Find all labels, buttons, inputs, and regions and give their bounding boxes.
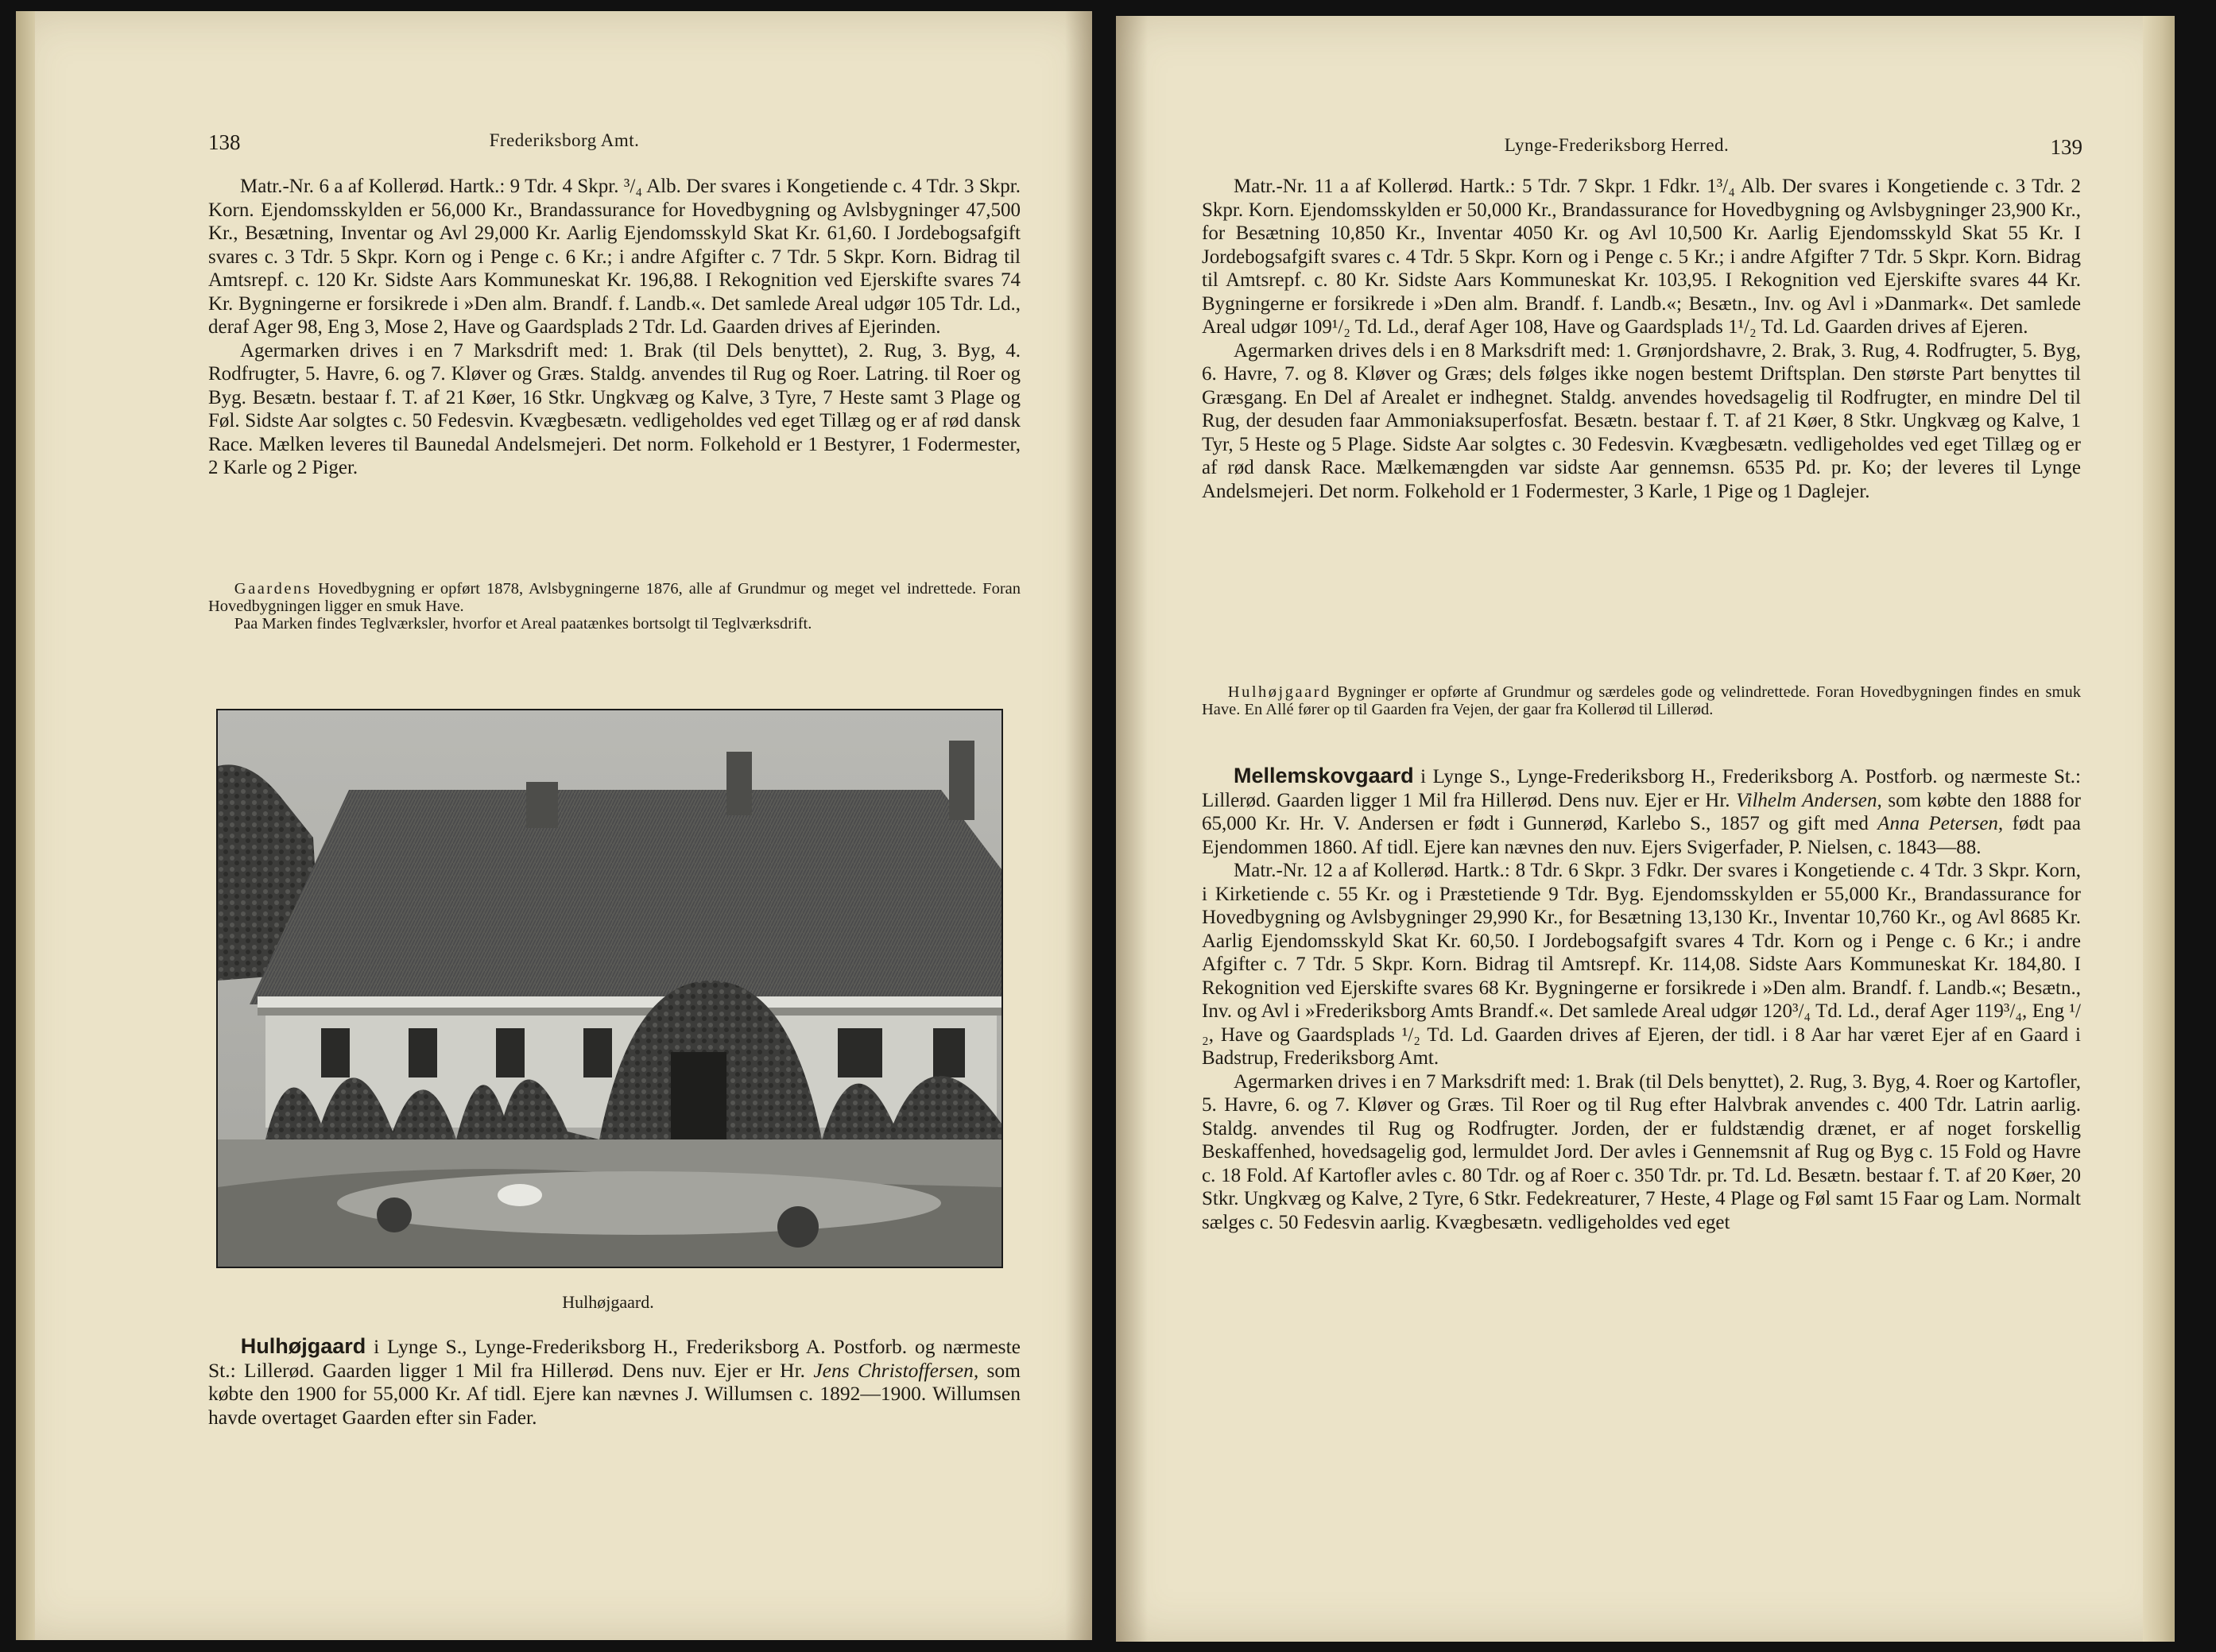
note-text: Hovedbygning er opført 1878, Avlsbygningerne 1876, alle af Grundmur og meget vel indrettede. Foran Hovedbygningen ligger en smuk Have.: [208, 580, 1021, 615]
spine-shadow: [1065, 11, 1092, 1640]
paragraph: Agermarken drives i en 7 Marksdrift med: 1. Brak (til Dels benyttet), 2. Rug, 3. Byg, 4. Rodfrugter, 5. Havre, 6. og 7. Kløver og Græs. Staldg. anvendes til Rug og Roer. Latring. til Roer og Byg. Besætn. bestaar f. T. af 21 Køer, 16 Stkr. Ungkvæg og Kalve, 3 Tyre, 7 Heste samt 3 Plage og Føl. Sidste Aar solgtes c. 50 Fedesvin. Kvægbesætn. vedligeholdes ved eget Tillæg og er af rød dansk Race. Mælken leveres til Baunedal Andelsmejeri. Det norm. Folkehold er 1 Bestyrer, 1 Fodermester, 2 Karle og 2 Piger.: [208, 339, 1021, 478]
page-number: 139: [2050, 135, 2082, 159]
entry-text: i Lynge S., Lynge-Frederiksborg H., Frederiksborg A. Postforb. og nærmeste St.: Lillerød. Gaarden ligger 1 Mil fra Hillerød. Dens nuv. Ejer er Hr.: [208, 1335, 1021, 1382]
owner-name: Jens Christoffersen,: [813, 1358, 979, 1382]
running-head: Lynge-Frederiksborg Herred.: [1504, 135, 1730, 155]
entry-text: i Lynge S., Lynge-Frederiksborg H., Frederiksborg A. Postforb. og nærmeste St.: Lillerød. Gaarden ligger 1 Mil fra Hillerød. Dens nuv. Ejer er Hr.: [1202, 766, 2081, 811]
page-number: 138: [208, 130, 241, 154]
running-head: Frederiksborg Amt.: [489, 130, 640, 150]
note-lead: Hulhøjgaard: [1227, 683, 1331, 701]
paragraph: Matr.-Nr. 6 a af Kollerød. Hartk.: 9 Tdr. 4 Skpr. ³/₄ Alb. Der svares i Kongetiende c. 4 Tdr. 3 Skpr. Korn. Ejendomsskylden er 56,000 Kr., Brandassurance for Hovedbygning og Avlsbygninger 47,500 Kr., Besætning, Inventar og Avl 29,000 Kr. Aarlig Ejendomsskyld Skat Kr. 61,60. I Jordebogsafgift svares c. 3 Tdr. 5 Skpr. Korn og i Penge c. 6 Kr.; i andre Afgifter c. 7 Tdr. 5 Skpr. Korn. Bidrag til Amtsrepf. c. 120 Kr. Sidste Aars Kommuneskat Kr. 196,88. I Rekognition ved Ejerskifte svares 74 Kr. Bygningerne er forsikrede i »Den alm. Brandf. f. Landb.«. Det samlede Areal udgør 105 Tdr. Ld., deraf Ager 98, Eng 3, Mose 2, Have og Gaardsplads 2 Tdr. Ld. Gaarden drives af Ejerinden.: [208, 176, 1021, 338]
entry-text: født paa Ejendommen 1860. Af tidl. Ejere kan nævnes den nuv. Ejers Svigerfader, P. Nielsen, c. 1843—88.: [1202, 813, 2082, 858]
spine-shadow: [1116, 16, 1148, 1642]
body-text-top: [208, 175, 1021, 480]
paragraph: Agermarken drives i en 7 Marksdrift med: 1. Brak (til Dels benyttet), 2. Rug, 3. Byg, 4. Roer og Kartofler, 5. Havre, 6. og 7. Kløver og Græs. Til Roer og til Rug efter Halvbrak anvendes c. 400 Tdr. Latrin aarlig. Staldg. anvendes til Rug og Rodfrugter. Jorden, der er fuldstændig drænet, er af noget forskellig Beskaffenhed, hovedsagelig god, lermuldet Jord. Der avles i Gennemsnit af Rug og Byg c. 15 Fold og Havre c. 18 Fold. Af Kartofler avles c. 80 Tdr. og af Roer c. 350 Tdr. pr. Td. Ld. Besætn. bestaar f. T. af 20 Køer, 20 Stkr. Ungkvæg og Kalve, 2 Tyre, 6 Stkr. Fedekreaturer, 7 Heste, 4 Plage og Føl samt 15 Faar og Lam. Normalt sælges c. 50 Fedesvin aarlig. Kvægbesætn. vedligeholdes ved eget: [1202, 1070, 2081, 1233]
page-edge: [2143, 16, 2175, 1642]
note-text: Paa Marken findes Teglværksler, hvorfor et Areal paatænkes bortsolgt til Teglværksdrift.: [234, 615, 812, 633]
farmhouse-photo: [216, 709, 1003, 1268]
entry-mellemskovgaard: [1202, 764, 2081, 1234]
small-print-note: [208, 580, 1021, 633]
farmhouse-illustration: [218, 710, 1001, 1267]
owner-name: Vilhelm Andersen,: [1736, 789, 1882, 811]
entry-title: Hulhøjgaard: [240, 1334, 366, 1358]
spouse-name: Anna Petersen,: [1877, 813, 2004, 834]
small-print-note: [1202, 683, 2081, 718]
paragraph: Matr.-Nr. 11 a af Kollerød. Hartk.: 5 Tdr. 7 Skpr. 1 Fdkr. 1³/₄ Alb. Der svares i Kongetiende c. 3 Tdr. 2 Skpr. Korn. Ejendomsskylden er 50,000 Kr., Brandassurance for Hovedbygning og Avlsbygninger 23,900 Kr., for Besætning 10,850 Kr., Inventar 4050 Kr. og Avl 10,500 Kr. Aarlig Ejendomsskyld Skat 55 Kr. I Jordebogsafgift svares c. 4 Tdr. 5 Skpr. Korn og i Penge c. 5 Kr.; i andre Afgifter 7 Tdr. 5 Skpr. Korn. Bidrag til Amtsrepf. c. 80 Kr. Sidste Aars Kommuneskat Kr. 103,95. I Rekognition ved Ejerskifte svares 44 Kr. Bygningerne er forsikrede i »Den alm. Brandf. f. Landb.«; Besætn., Inv. og Avl i »Danmark«. Det samlede Areal udgør 109¹/₂ Td. Ld., deraf Ager 108, Have og Gaardsplads 1¹/₂ Td. Ld. Gaarden drives af Ejeren.: [1202, 176, 2081, 338]
paragraph: Agermarken drives dels i en 8 Marksdrift med: 1. Grønjordshavre, 2. Brak, 3. Rug, 4. Rodfrugter, 5. Byg, 6. Havre, 7. og 8. Kløver og Græs; dels følges ikke nogen bestemt Driftsplan. Den største Part benyttes til Græsgang. En Del af Arealet er indhegnet. Staldg. anvendes hovedsagelig til Rodfrugter, en mindre Del til Rug, der desuden faar Ammoniaksuperfosfat. Besætn. bestaar f. T. af 21 Køer, 8 Stkr. Ungkvæg og Kalve, 1 Tyr, 5 Heste og 5 Plage. Sidste Aar solgtes c. 30 Fedesvin. Kvægbesætn. vedligeholdes ved eget Tillæg og er af rød dansk Race. Mælkemængden var sidste Aar gennemsn. 6535 Pd. pr. Ko; der leveres til Lynge Andelsmejeri. Det norm. Folkehold er 1 Fodermester, 3 Karle, 1 Pige og 1 Daglejer.: [1202, 339, 2081, 502]
note-text: Bygninger er opførte af Grundmur og særdeles gode og velindrettede. Foran Hovedbygningen findes en smuk Have. En Allé fører op til Gaarden fra Vejen, der gaar fra Kollerød til Lillerød.: [1202, 683, 2081, 718]
page-edge: [16, 11, 35, 1640]
paragraph: Matr.-Nr. 12 a af Kollerød. Hartk.: 8 Tdr. 6 Skpr. 3 Fdkr. Der svares i Kongetiende c. 4 Tdr. 3 Skpr. Korn, i Kirketiende c. 55 Kr. og i Præstetiende 9 Tdr. Byg. Ejendomsskylden er 55,000 Kr., Brandassurance for Hovedbygning og Avlsbygninger 29,990 Kr., for Besætning 13,130 Kr., Inventar 10,760 Kr., og Avl 8685 Kr. Aarlig Ejendomsskyld Skat Kr. 60,50. I Jordebogsafgift svares 4 Tdr. Korn og i Penge c. 6 Kr.; i andre Afgifter c. 7 Tdr. 5 Skpr. Korn. Bidrag til Amtsrepf. Kr. 114,08. Sidste Aars Kommuneskat Kr. 184,80. I Rekognition ved Ejerskifte svares 68 Kr. Bygningerne er forsikrede i »Den alm. Brandf. f. Landb.«; Besætn., Inv. og Avl i »Frederiksborg Amts Brandf.«. Det samlede Areal udgør 120³/₄ Td. Ld., deraf Ager 119³/₄, Eng ¹/₂, Have og Gaardsplads ¹/₂ Td. Ld. Gaarden drives af Ejeren, der tidl. i 8 Aar har været Ejer af en Gaard i Badstrup, Frederiksborg Amt.: [1202, 860, 2081, 1069]
body-text-top: [1202, 175, 2081, 503]
entry-title: Mellemskovgaard: [1234, 764, 1414, 787]
right-page: [1116, 16, 2175, 1642]
note-lead: Gaardens: [234, 580, 312, 598]
photo-caption: Hulhøjgaard.: [562, 1292, 654, 1312]
entry-text: som købte den 1888 for 65,000 Kr. Hr. V. Andersen er født i Gunnerød, Karlebo S., 1857 og gift med: [1202, 789, 2082, 834]
entry-hulhojgaard: [208, 1335, 1021, 1429]
left-page: [16, 11, 1092, 1640]
entry-text: som købte den 1900 for 55,000 Kr. Af tidl. Ejere kan nævnes J. Willumsen c. 1892—1900. Willumsen havde overtaget Gaarden efter sin Fader.: [208, 1358, 1021, 1429]
